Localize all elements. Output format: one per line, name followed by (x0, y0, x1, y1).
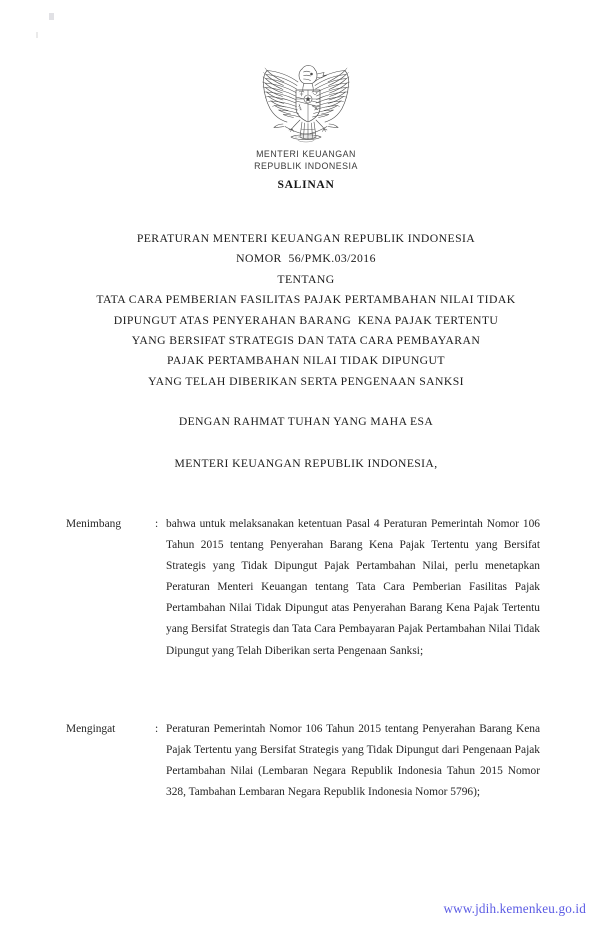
clause-colon: : (155, 518, 159, 530)
clause-colon: : (155, 723, 159, 735)
clause-label-menimbang: Menimbang (66, 518, 122, 530)
clause-text-mengingat: Peraturan Pemerintah Nomor 106 Tahun 2015 tentang Penyerahan Barang Kena Pajak Tertentu yang Bersifat Strategis yang Tidak Dipungut dari Pengenaan Pajak Pertambahan Nilai (Lembaran Negara Republik Indonesia Tahun 2015 Nomor 328, Tambahan Lembaran Negara Republik Indonesia Nomor 5796); (166, 723, 540, 799)
decree-issuer-line: MENTERI KEUANGAN REPUBLIK INDONESIA, (174, 457, 438, 470)
clause-label-mengingat: Mengingat (66, 723, 116, 735)
ministry-name-line-1: MENTERI KEUANGAN (256, 148, 356, 159)
title-line: YANG BERSIFAT STRATEGIS DAN TATA CARA PEMBAYARAN (131, 334, 481, 348)
title-line: YANG TELAH DIBERIKAN SERTA PENGENAAN SANKSI (148, 374, 464, 388)
title-line: PAJAK PERTAMBAHAN NILAI TIDAK DIPUNGUT (167, 354, 445, 368)
copy-mark-salinan: SALINAN (277, 177, 335, 191)
title-line: DIPUNGUT ATAS PENYERAHAN BARANG KENA PAJAK TERTENTU (113, 313, 499, 327)
title-line-tentang: TENTANG (277, 272, 335, 286)
footer-source-url[interactable]: www.jdih.kemenkeu.go.id (443, 901, 586, 916)
emblem-container (0, 62, 612, 150)
title-line: TATA CARA PEMBERIAN FASILITAS PAJAK PERTAMBAHAN NILAI TIDAK (96, 293, 516, 307)
ministry-name-line-2: REPUBLIK INDONESIA (254, 160, 358, 172)
clause-mengingat (66, 719, 540, 803)
scan-artifact-speck-secondary (36, 32, 38, 38)
ministry-identification (0, 148, 612, 191)
title-line: PERATURAN MENTERI KEUANGAN REPUBLIK INDONESIA (136, 232, 476, 245)
clause-text-menimbang: bahwa untuk melaksanakan ketentuan Pasal 4 Peraturan Pemerintah Nomor 106 Tahun 2015 tentang Penyerahan Barang Kena Pajak Tertentu yang Bersifat Strategis yang Tidak Dipungut Pajak Pertambahan Nilai, perlu menetapkan Peraturan Menteri Keuangan tentang Tata Cara Pemberian Fasilitas Pajak Pertambahan Nilai Tidak Dipungut atas Penyerahan Barang Kena Pajak Tertentu yang Bersifat Strategis dan Tata Cara Pembayaran Pajak Pertambahan Nilai Tidak Dipungut yang Telah Diberikan serta Pengenaan Sanksi; (166, 518, 540, 657)
decree-blessing-line: DENGAN RAHMAT TUHAN YANG MAHA ESA (178, 415, 434, 428)
regulation-number-line: NOMOR 56/PMK.03/2016 (236, 252, 376, 266)
regulation-title-block (36, 229, 576, 392)
clause-menimbang (66, 514, 540, 662)
scan-artifact-speck (49, 13, 54, 20)
garuda-pancasila-emblem (254, 62, 358, 150)
